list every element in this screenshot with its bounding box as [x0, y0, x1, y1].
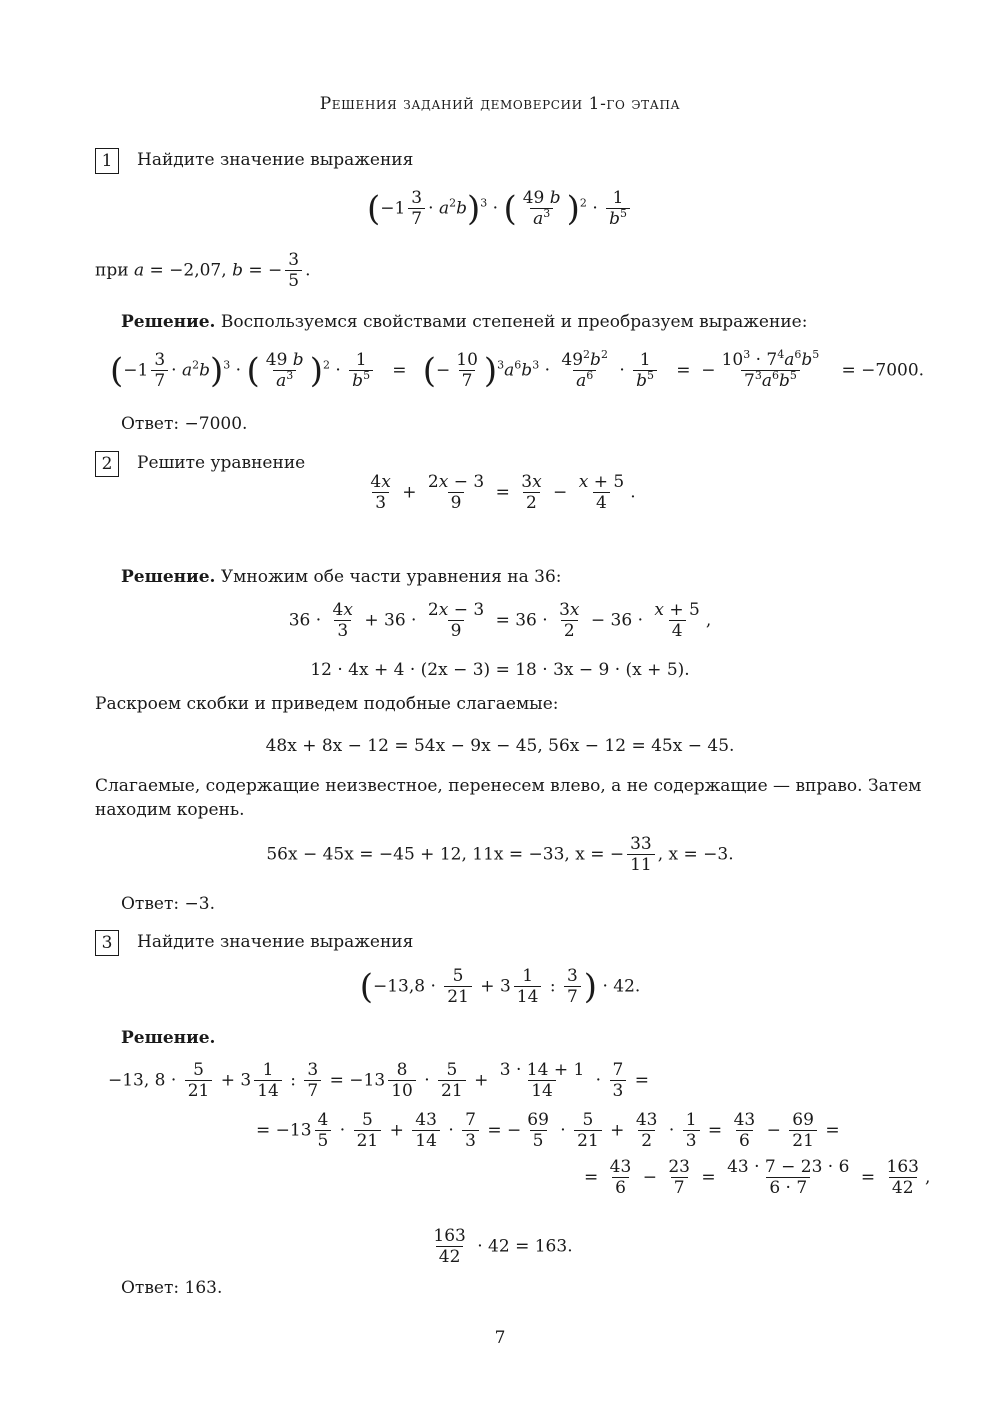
page-title: Решения заданий демоверсии 1-го этапа: [319, 94, 681, 114]
problem-3-expression: (−13,8 · $\frac{5}{21}$ + 3 $\frac{1}{14}$ : $\frac{3}{7}$ ) · 42.: [359, 966, 641, 1008]
explanation-text: Слагаемые, содержащие неизвестное, перенесем влево, а не содержащие — вправо. Затем: [95, 776, 922, 796]
problem-statement: Найдите значение выражения: [137, 150, 414, 170]
answer: Ответ: −3.: [121, 894, 215, 914]
explanation-text: Раскроем скобки и приведем подобные слагаемые:: [95, 694, 559, 714]
problem-number-box: 3: [95, 930, 119, 956]
problem-statement: Найдите значение выражения: [137, 932, 414, 952]
problem-2-step-1: 36 · $\frac{4x}{3}$ + 36 · $\frac{2x - 3}{9}$ = 36 · $\frac{3x}{2}$ − 36 · $\frac{x + 5}{4}$ ,: [288, 600, 712, 642]
problem-2-step-3: 48x + 8x − 12 = 54x − 9x − 45, 56x − 12 = 45x − 45.: [265, 736, 735, 756]
answer: Ответ: 163.: [121, 1278, 223, 1298]
problem-1-expression: (−1 $\frac{3}{7}$ · $a^2b)^3$ · ( $\frac{49 b}{a^3}$ )$^2$ · $\frac{1}{b^5}$: [0, 188, 1000, 230]
problem-1-solution-chain: (−1 $\frac{3}{7}$ · $a^2b)^3$ · ( $\frac{49 b}{a^3}$ )$^2$ · $\frac{1}{b^5}$ = (− $\frac{10}{7}$ )$^3a^6b^3$ · $\frac{49^2b^2}{a^6}$ · $\frac{1}{b^5}$ = − $\frac{10^3 \cdot 7^4a^6b^5}{7^3a^6b^5}$ = −7000.: [110, 348, 925, 392]
solution-label: Решение.: [121, 1028, 216, 1048]
problem-3-line-3: = $\frac{43}{6}$ − $\frac{23}{7}$ = $\frac{43 \cdot 7 - 23 \cdot 6}{6 \cdot 7}$ = $\frac{163}{42}$ ,: [584, 1157, 931, 1199]
problem-3-final: $\frac{163}{42}$ · 42 = 163.: [433, 1226, 573, 1268]
explanation-text: находим корень.: [95, 800, 245, 820]
page-number: 7: [494, 1328, 506, 1348]
problem-number-box: 2: [95, 451, 119, 477]
solution-intro: Решение. Умножим обе части уравнения на 36:: [121, 567, 562, 587]
problem-2-step-2: 12 · 4x + 4 · (2x − 3) = 18 · 3x − 9 · (x + 5).: [310, 660, 690, 680]
answer: Ответ: −7000.: [121, 414, 248, 434]
problem-3-line-2: = −13 $\frac{4}{5}$ · $\frac{5}{21}$ + $\frac{43}{14}$ · $\frac{7}{3}$ = − $\frac{69}{5}$ · $\frac{5}{21}$ + $\frac{43}{2}$ · $\frac{1}{3}$ = $\frac{43}{6}$ − $\frac{69}{21}$ =: [256, 1110, 840, 1152]
problem-1-condition: при a = −2,07, b = − $\frac{3}{5}$ .: [95, 250, 311, 292]
problem-3-line-1: −13, 8 · $\frac{5}{21}$ + 3 $\frac{1}{14}$ : $\frac{3}{7}$ = −13 $\frac{8}{10}$ · $\frac{5}{21}$ + $\frac{3 \cdot 14 + 1}{14}$ · $\frac{7}{3}$ =: [108, 1060, 649, 1102]
solution-intro: Решение. Воспользуемся свойствами степеней и преобразуем выражение:: [121, 312, 808, 332]
problem-statement: Решите уравнение: [137, 453, 306, 473]
problem-2-equation: $\frac{4x}{3}$ + $\frac{2x - 3}{9}$ = $\frac{3x}{2}$ − $\frac{x + 5}{4}$ .: [370, 472, 636, 514]
problem-number-box: 1: [95, 148, 119, 174]
problem-2-step-4: 56x − 45x = −45 + 12, 11x = −33, x = − $\frac{33}{11}$ , x = −3.: [266, 834, 734, 876]
